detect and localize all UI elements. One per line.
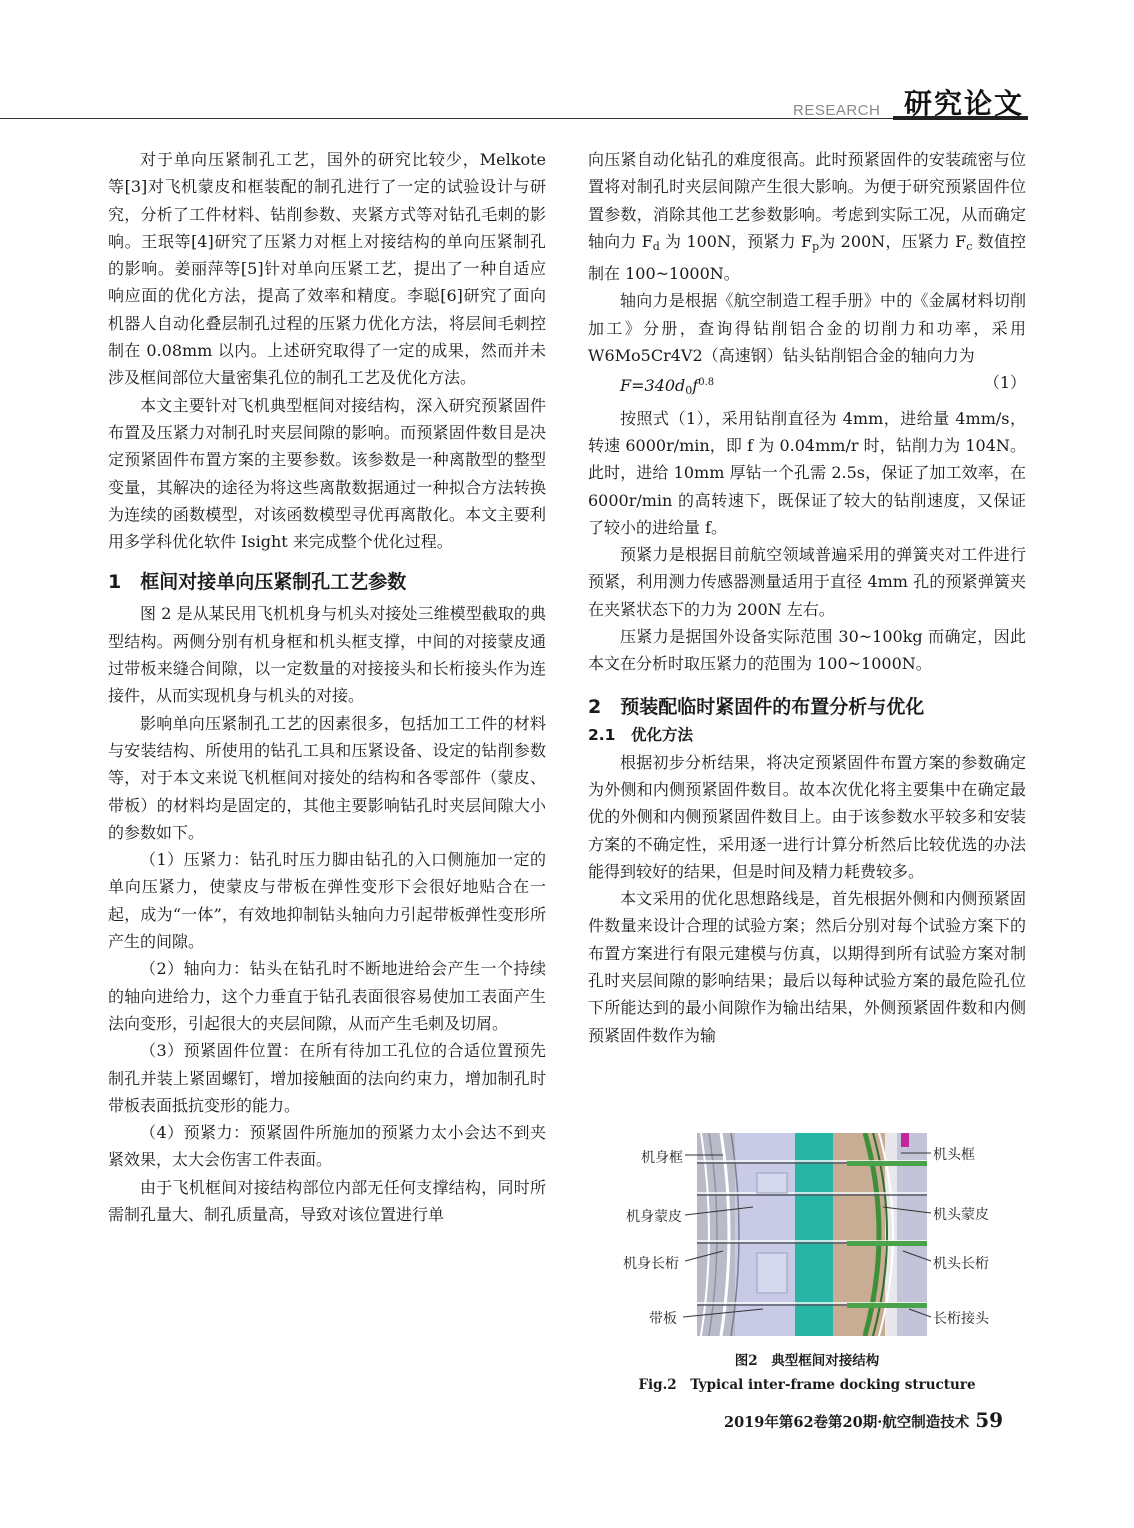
label-fuselage-frame: 机身框 bbox=[641, 1150, 683, 1166]
label-nose-frame: 机头框 bbox=[933, 1147, 975, 1163]
header-section-title: 研究论文 bbox=[904, 87, 1025, 120]
paragraph: 对于单向压紧制孔工艺，国外的研究比较少，Melkote 等[3]对飞机蒙皮和框装配的制孔进行了一定的试验设计与研究，分析了工件材料、钻削参数、夹紧方式等对钻孔毛刺的影响。王珉等[4]研究了压紧力对框上对接结构的单向压紧制孔的影响。姜丽萍等[5]针对单向压紧工艺，提出了一种自适应响应面的优化方法，提高了效率和精度。李聪[6]研究了面向机器人自动化叠层制孔过程的压紧力优化方法，将层间毛刺控制在 0.08mm 以内。上述研究取得了一定的成果，然而并未涉及框间部位大量密集孔位的制孔工艺及优化方法。 bbox=[108, 150, 546, 388]
paragraph: 轴向力是根据《航空制造工程手册》中的《金属材料切削加工》分册，查询得钻削铝合金的切削力和功率，采用 W6Mo5Cr4V2（高速钢）钻头钻削铝合金的轴向力为 bbox=[588, 291, 1026, 366]
journal-info: 2019年第62卷第20期·航空制造技术 bbox=[724, 1414, 970, 1431]
subsection-heading-2-1: 2.1 优化方法 bbox=[588, 725, 693, 744]
paragraph: 压紧力是据国外设备实际范围 30~100kg 而确定，因此本文在分析时取压紧力的范围为 100~1000N。 bbox=[588, 627, 1026, 674]
paragraph: （4）预紧力：预紧固件所施加的预紧力太小会达不到夹紧效果，太大会伤害工件表面。 bbox=[108, 1123, 546, 1170]
equation-number: （1） bbox=[983, 373, 1026, 393]
paragraph: 预紧力是根据目前航空领域普遍采用的弹簧夹对工件进行预紧，利用测力传感器测量适用于直径 4mm 孔的预紧弹簧夹在夹紧状态下的力为 200N 左右。 bbox=[588, 545, 1026, 619]
figure-caption-en: Fig.2 Typical inter-frame docking structure bbox=[638, 1377, 976, 1393]
page-footer bbox=[724, 1408, 1003, 1432]
figure-caption-zh: 图2 典型框间对接结构 bbox=[734, 1353, 880, 1369]
label-nose-skin: 机头蒙皮 bbox=[933, 1207, 989, 1223]
label-nose-stringer: 机头长桁 bbox=[933, 1256, 989, 1272]
label-strap: 带板 bbox=[649, 1311, 677, 1327]
paragraph: （1）压紧力：钻孔时压力脚由钻孔的入口侧施加一定的单向压紧力，使蒙皮与带板在弹性变形下会很好地贴合在一起，成为“一体”，有效地抑制钻头轴向力引起带板弹性变形所产生的间隙。 bbox=[108, 850, 546, 952]
equation-1: $F=340d_0f^{0.8}$ （1） bbox=[588, 369, 1026, 404]
paragraph: 按照式（1），采用钻削直径为 4mm，进给量 4mm/s，转速 6000r/min，即 f 为 0.04mm/r 时，钻削力为 104N。此时，进给 10mm 厚钻一个孔需 2.5s，保证了加工效率，在 6000r/min 的高转速下，既保证了较大的钻削速度，又保证了较小的进给量 f。 bbox=[588, 408, 1026, 537]
section-heading-1: 1 框间对接单向压紧制孔工艺参数 bbox=[108, 571, 407, 594]
paragraph: 影响单向压紧制孔工艺的因素很多，包括加工工件的材料与安装结构、所使用的钻孔工具和压紧设备、设定的钻削参数等，对于本文来说飞机框间对接处的结构和各零部件（蒙皮、带板）的材料均是固定的，其他主要影响钻孔时夹层间隙大小的参数如下。 bbox=[108, 713, 546, 842]
left-column bbox=[108, 146, 546, 1228]
label-fuselage-stringer: 机身长桁 bbox=[623, 1256, 679, 1272]
paragraph: 本文主要针对飞机典型框间对接结构，深入研究预紧固件布置及压紧力对制孔时夹层间隙的影响。而预紧固件数目是决定预紧固件布置方案的主要参数。该参数是一种离散型的整型变量，其解决的途径为将这些离散数据通过一种拟合方法转换为连续的函数模型，对该函数模型寻优再离散化。本文主要利用多学科优化软件 Isight 来完成整个优化过程。 bbox=[108, 395, 546, 552]
figure-2 bbox=[613, 1133, 1013, 1336]
label-stringer-joint: 长桁接头 bbox=[933, 1311, 989, 1327]
paragraph: 由于飞机框间对接结构部位内部无任何支撑结构，同时所需制孔量大、制孔质量高，导致对该位置进行单 bbox=[108, 1177, 546, 1224]
page-number: 59 bbox=[975, 1408, 1004, 1432]
paragraph: （3）预紧固件位置：在所有待加工孔位的合适位置预先制孔并装上紧固螺钉，增加接触面的法向约束力，增加制孔时带板表面抵抗变形的能力。 bbox=[108, 1041, 546, 1115]
paragraph: 图 2 是从某民用飞机机身与机头对接处三维模型截取的典型结构。两侧分别有机身框和机头框支撑，中间的对接蒙皮通过带板来缝合间隙，以一定数量的对接接头和长桁接头作为连接件，从而实现机身与机头的对接。 bbox=[108, 604, 546, 706]
paragraph: 根据初步分析结果，将决定预紧固件布置方案的参数确定为外侧和内侧预紧固件数目。故本次优化将主要集中在确定最优的外侧和内侧预紧固件数目上。由于该参数水平较多和安装方案的不确定性，采用逐一进行计算分析然后比较优选的办法能得到较好的结果，但是时间及精力耗费较多。 bbox=[588, 752, 1026, 881]
label-fuselage-skin: 机身蒙皮 bbox=[626, 1209, 682, 1225]
right-column bbox=[588, 146, 1026, 1049]
header-research-label: RESEARCH bbox=[793, 102, 881, 119]
paragraph: 本文采用的优化思想路线是，首先根据外侧和内侧预紧固件数量来设计合理的试验方案；然后分别对每个试验方案下的布置方案进行有限元建模与仿真，以期得到所有试验方案对制孔时夹层间隙的影响结果；最后以每种试验方案的最危险孔位下所能达到的最小间隙作为输出结果，外侧预紧固件数和内侧预紧固件数作为输 bbox=[588, 889, 1026, 1045]
paragraph: （2）轴向力：钻头在钻孔时不断地进给会产生一个持续的轴向进给力，这个力垂直于钻孔表面很容易使加工表面产生法向变形，引起很大的夹层间隙，从而产生毛刺及切屑。 bbox=[108, 959, 546, 1033]
section-heading-2: 2 预装配临时紧固件的布置分析与优化 bbox=[588, 695, 925, 718]
paragraph: 向压紧自动化钻孔的难度很高。此时预紧固件的安装疏密与位置将对制孔时夹层间隙产生很大影响。为便于研究预紧固件位置参数，消除其他工艺参数影响。考虑到实际工况，从而确定轴向力 $F_d$ 为 100N，预紧力 $F_p$为 200N，压紧力 $F_c$ 数值控制在 100~1000N。 bbox=[588, 150, 1026, 284]
